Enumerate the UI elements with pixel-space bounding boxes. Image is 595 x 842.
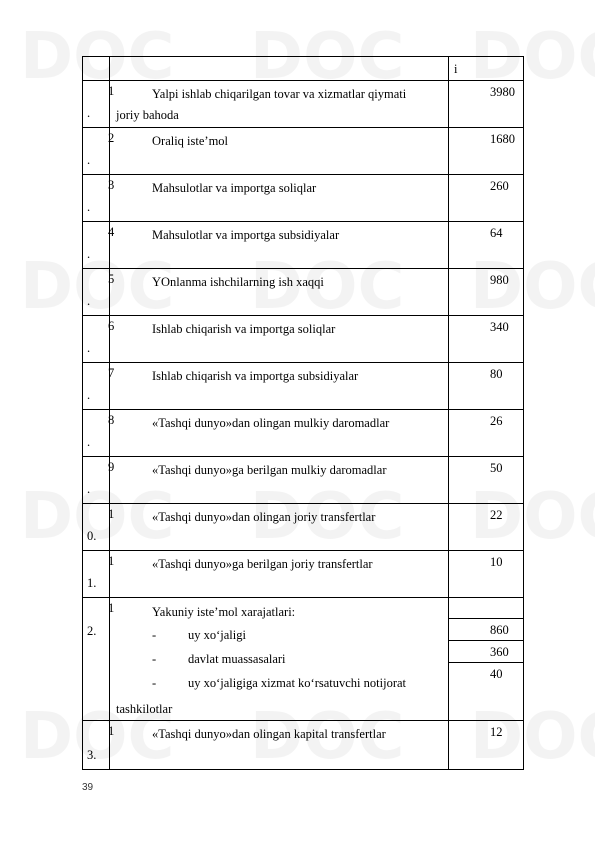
row-label: «Tashqi dunyo»dan olingan mulkiy daromadlar [152, 416, 390, 430]
row-number-top: 8 [108, 413, 115, 427]
row-number-bottom: . [87, 200, 91, 214]
row-number-top: 5 [108, 272, 115, 286]
row-number-bottom: . [87, 482, 91, 496]
row-value: 260 [490, 179, 509, 193]
row-number-cell [83, 598, 115, 721]
row-value-cell [449, 81, 524, 128]
row-number-cell [83, 551, 115, 598]
data-table [82, 56, 524, 770]
row-number-cell [83, 222, 115, 269]
row-label: «Tashqi dunyo»ga berilgan mulkiy daromadlar [152, 463, 387, 477]
row-value-cell [449, 175, 524, 222]
row-number-cell [83, 128, 115, 175]
row-label: Mahsulotlar va importga soliqlar [152, 181, 317, 195]
value-subcell-empty [449, 598, 523, 619]
row-value: 340 [490, 320, 509, 334]
dash-marker: - [152, 676, 157, 690]
list-item [110, 671, 448, 695]
row-number-bottom: . [87, 294, 91, 308]
row-label-cell [110, 81, 449, 128]
row-number-top: 4 [108, 225, 115, 239]
row-number-bottom: . [87, 341, 91, 355]
table-row [83, 222, 524, 269]
row-number-cell [83, 504, 115, 551]
list-item-label: uy xo‘jaligiga xizmat ko‘rsatuvchi notijorat [188, 676, 406, 690]
page-number: 39 [82, 782, 94, 793]
row-number-top: 1 [108, 724, 115, 738]
row-value-cell [449, 721, 524, 770]
row-number-top: 2 [108, 131, 115, 145]
row-number-bottom: . [87, 435, 91, 449]
row-value-cell [449, 504, 524, 551]
row-label: «Tashqi dunyo»dan olingan joriy transfertlar [152, 510, 376, 524]
row-number-cell [83, 721, 115, 770]
value-subcell [449, 640, 523, 663]
row-number-top: 6 [108, 319, 115, 333]
table-row [83, 269, 524, 316]
row-number-cell [83, 410, 115, 457]
row-value: 360 [490, 645, 509, 659]
list-item [110, 647, 448, 671]
table-row [83, 316, 524, 363]
row-label-cell [110, 128, 449, 175]
row-label-cell [110, 316, 449, 363]
row-number-cell [83, 269, 115, 316]
row-number-top: 7 [108, 366, 115, 380]
row-label: YOnlanma ishchilarning ish xaqqi [152, 275, 324, 289]
row-label-cell [110, 598, 449, 721]
row-label-cell [110, 175, 449, 222]
row-number-bottom: 1. [87, 576, 97, 590]
row-number-top: 3 [108, 178, 115, 192]
row-number-bottom: . [87, 153, 91, 167]
header-cell-value [449, 57, 524, 81]
table-row-consumption [83, 598, 524, 721]
row-number-cell [83, 316, 115, 363]
row-label: Ishlab chiqarish va importga soliqlar [152, 322, 336, 336]
row-value-cell [449, 222, 524, 269]
row-value: 40 [490, 667, 503, 681]
dash-marker: - [152, 628, 157, 642]
row-label-cell [110, 410, 449, 457]
table-row [83, 81, 524, 128]
row-label: Ishlab chiqarish va importga subsidiyalar [152, 369, 359, 383]
row-label: Mahsulotlar va importga subsidiyalar [152, 228, 340, 242]
table-row [83, 363, 524, 410]
row-label: Yakuniy iste’mol xarajatlari: [152, 605, 296, 619]
row-label-cell [110, 363, 449, 410]
dash-marker: - [152, 652, 157, 666]
row-number-bottom: . [87, 388, 91, 402]
row-value-cell [449, 269, 524, 316]
header-cell-label [110, 57, 449, 81]
list-item-label: uy xo‘jaligi [188, 628, 246, 642]
row-value-cell [449, 551, 524, 598]
row-value: 80 [490, 367, 503, 381]
row-number-bottom: 2. [87, 624, 97, 638]
row-label: «Tashqi dunyo»dan olingan kapital transfertlar [152, 727, 386, 741]
row-value-cell [449, 598, 524, 721]
row-number-cell [83, 175, 115, 222]
table-row [83, 551, 524, 598]
row-value: 64 [490, 226, 503, 240]
list-item [110, 623, 448, 647]
row-number-cell [83, 363, 115, 410]
row-value-cell [449, 363, 524, 410]
row-number-bottom: . [87, 247, 91, 261]
row-label: Oraliq iste’mol [152, 134, 229, 148]
row-number-top: 1 [108, 507, 115, 521]
row-label-cell [110, 269, 449, 316]
row-value: 22 [490, 508, 503, 522]
row-value-cell [449, 410, 524, 457]
row-value: 1680 [490, 132, 515, 146]
table-row [83, 457, 524, 504]
table-row [83, 721, 524, 770]
row-value-cell [449, 128, 524, 175]
row-label-cell [110, 457, 449, 504]
row-label: «Tashqi dunyo»ga berilgan joriy transfertlar [152, 557, 373, 571]
row-value-cell [449, 316, 524, 363]
row-label-cell [110, 721, 449, 770]
row-label-cell [110, 222, 449, 269]
row-number-cell [83, 457, 115, 504]
row-number-bottom: . [87, 106, 91, 120]
row-label-cont: joriy bahoda [116, 108, 179, 122]
row-label-cell [110, 504, 449, 551]
table-header-row [83, 57, 524, 81]
row-value: 980 [490, 273, 509, 287]
value-subcell [449, 662, 523, 682]
row-label-cell [110, 551, 449, 598]
row-number-top: 1 [108, 554, 115, 568]
row-number-bottom: 3. [87, 748, 97, 762]
row-number-top: 1 [108, 601, 115, 615]
row-value: 860 [490, 623, 509, 637]
row-number-cell [83, 81, 115, 128]
row-number-top: 1 [108, 84, 115, 98]
row-value: 26 [490, 414, 503, 428]
row-value: 50 [490, 461, 503, 475]
row-number-top: 9 [108, 460, 115, 474]
table-row [83, 128, 524, 175]
list-item-cont: tashkilotlar [116, 702, 173, 716]
value-subcell [449, 618, 523, 641]
row-value: 3980 [490, 85, 515, 99]
row-value: 10 [490, 555, 503, 569]
header-col3-text: i [454, 62, 458, 76]
table-row [83, 410, 524, 457]
table-row [83, 175, 524, 222]
list-item-label: davlat muassasalari [188, 652, 286, 666]
row-value-cell [449, 457, 524, 504]
row-number-bottom: 0. [87, 529, 97, 543]
row-value: 12 [490, 725, 503, 739]
table-row [83, 504, 524, 551]
header-cell-num [83, 57, 110, 81]
row-label: Yalpi ishlab chiqarilgan tovar va xizmatlar qiymati [152, 87, 407, 101]
